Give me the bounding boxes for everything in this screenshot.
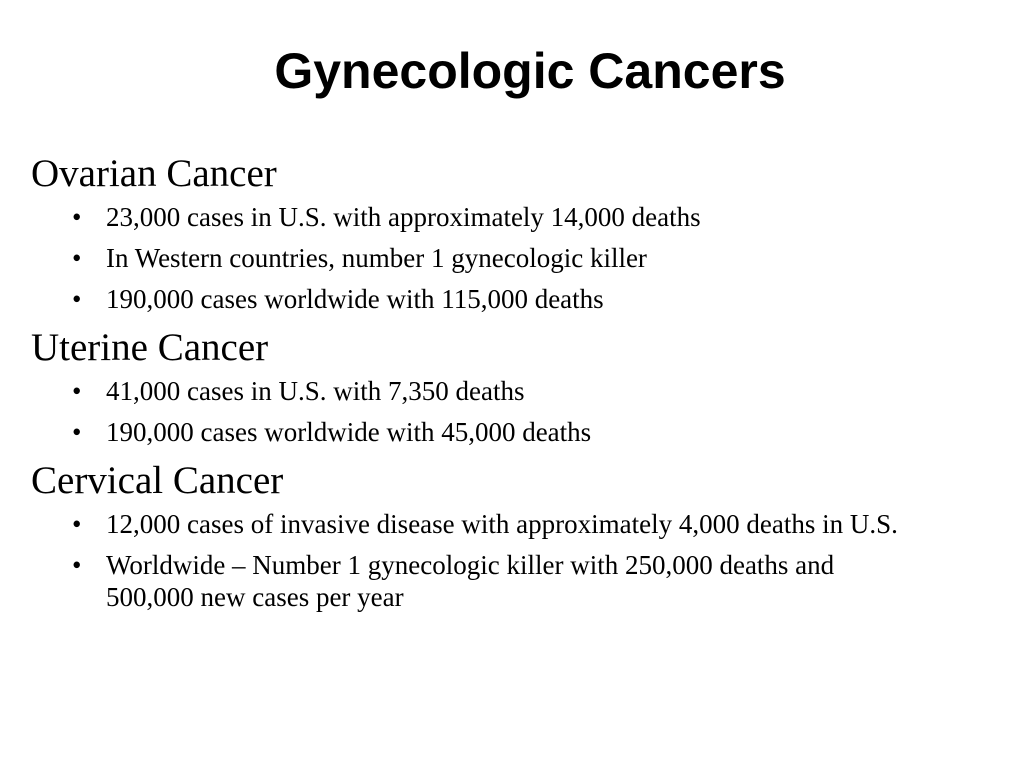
- bullet-text: In Western countries, number 1 gynecologic killer: [106, 243, 647, 273]
- bullet-icon: •: [72, 550, 82, 580]
- bullet-icon: •: [72, 417, 82, 447]
- bullet-text: 23,000 cases in U.S. with approximately 14,000 deaths: [106, 202, 701, 232]
- section-uterine-cancer: [31, 324, 931, 448]
- bullet-item: [31, 283, 906, 315]
- bullet-text: 190,000 cases worldwide with 45,000 deaths: [106, 417, 592, 447]
- bullet-icon: •: [72, 243, 82, 273]
- bullet-item: [31, 508, 906, 540]
- bullet-item: [31, 416, 906, 448]
- bullet-list: [31, 375, 931, 448]
- bullet-text: 41,000 cases in U.S. with 7,350 deaths: [106, 376, 525, 406]
- bullet-item: [31, 375, 906, 407]
- bullet-text: 190,000 cases worldwide with 115,000 deaths: [106, 284, 604, 314]
- section-ovarian-cancer: [31, 150, 931, 315]
- slide-title: Gynecologic Cancers: [274, 43, 786, 99]
- bullet-item: [31, 549, 906, 613]
- section-cervical-cancer: [31, 457, 931, 613]
- section-heading: Ovarian Cancer: [31, 152, 277, 195]
- bullet-item: [31, 201, 906, 233]
- section-heading: Cervical Cancer: [31, 459, 284, 502]
- bullet-list: [31, 508, 931, 613]
- section-heading: Uterine Cancer: [31, 326, 269, 369]
- bullet-icon: •: [72, 376, 82, 406]
- bullet-text: 12,000 cases of invasive disease with approximately 4,000 deaths in U.S.: [106, 509, 898, 539]
- bullet-item: [31, 242, 906, 274]
- slide-content: [31, 150, 931, 622]
- bullet-icon: •: [72, 509, 82, 539]
- bullet-list: [31, 201, 931, 315]
- bullet-icon: •: [72, 202, 82, 232]
- bullet-icon: •: [72, 284, 82, 314]
- bullet-text: Worldwide – Number 1 gynecologic killer with 250,000 deaths and 500,000 new cases per year: [106, 550, 835, 612]
